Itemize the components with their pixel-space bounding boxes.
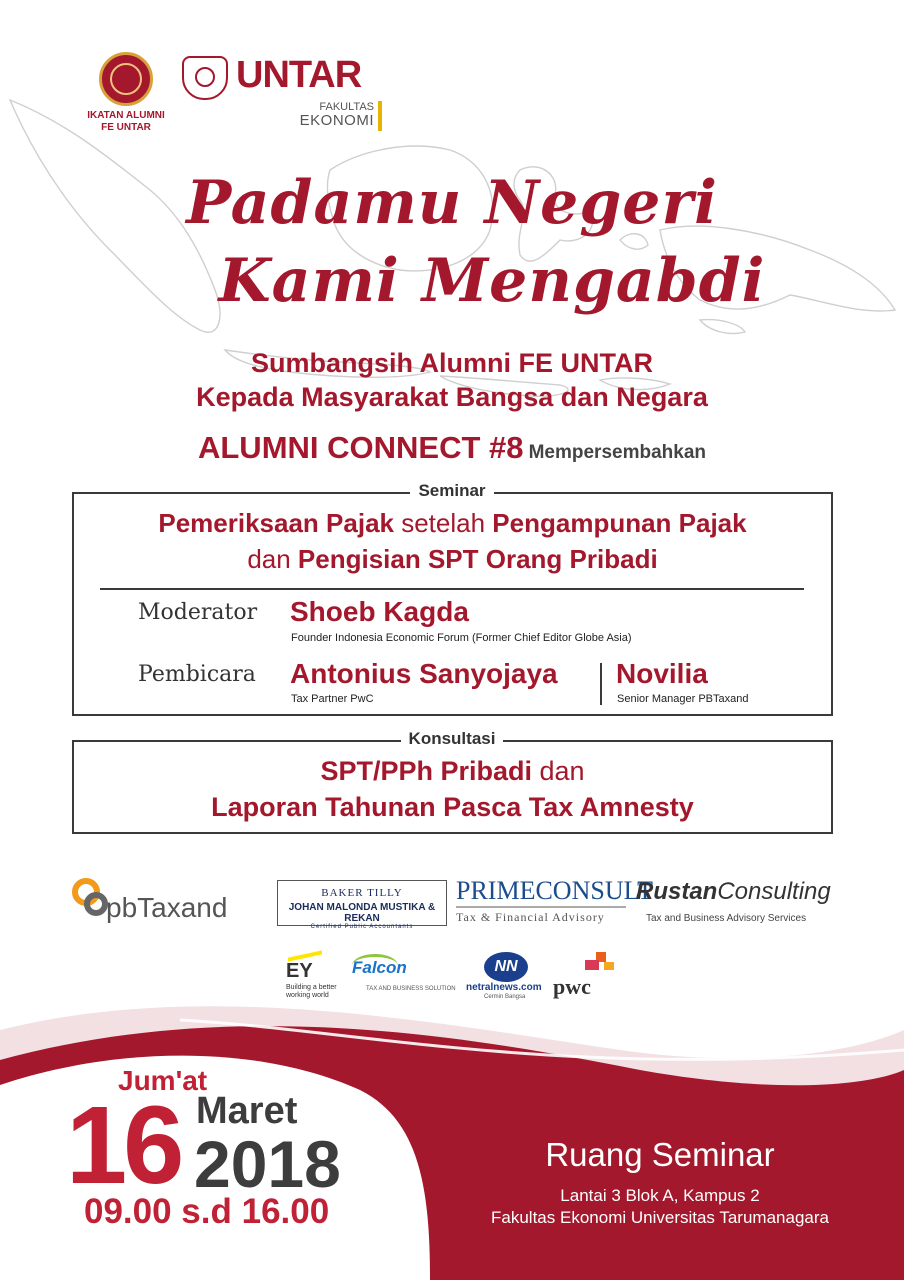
ey-tagline-1: Building a better [286, 984, 337, 991]
seminar-title-line-1 [72, 508, 833, 539]
faculty-accent-bar [378, 101, 382, 131]
rustan-logo [636, 878, 831, 906]
pbtaxand-logo: pbTaxand [106, 892, 228, 923]
consultation-plain: dan [531, 756, 585, 786]
ey-tagline-2: working world [286, 992, 329, 999]
event-time: 09.00 s.d 16.00 [84, 1192, 330, 1231]
ey-logo: EY [286, 960, 313, 982]
speaker-2-desc: Senior Manager PBTaxand [617, 693, 749, 705]
consultation-line-2: Laporan Tahunan Pasca Tax Amnesty [211, 792, 694, 822]
consultation-line-1 [72, 756, 833, 787]
title-line-1: Padamu Negeri [186, 168, 718, 238]
pwc-block-icon-3 [604, 962, 614, 970]
venue-detail-2: Fakultas Ekonomi Universitas Tarumanagara [491, 1208, 829, 1227]
seminar-title-bold-3: Pengisian SPT Orang Pribadi [297, 544, 658, 574]
pbtaxand-ring-icon-2 [84, 892, 108, 916]
alumni-logo-text-2: FE UNTAR [101, 122, 151, 133]
rustan-rest: Consulting [717, 878, 831, 905]
primeconsult-rule [456, 906, 626, 908]
subtitle-line-1: Sumbangsih Alumni FE UNTAR [251, 348, 653, 378]
primeconsult-logo: PRIMECONSULT [456, 876, 653, 905]
venue-name: Ruang Seminar [545, 1136, 775, 1173]
ekonomi-text: EKONOMI [299, 112, 374, 129]
untar-wordmark: UNTAR [236, 54, 362, 96]
speaker-2-name: Novilia [616, 658, 708, 689]
venue-detail-1: Lantai 3 Blok A, Kampus 2 [560, 1186, 760, 1205]
seminar-label: Seminar [410, 481, 493, 500]
fakultas-text: FAKULTAS [319, 101, 374, 113]
consultation-bold: SPT/PPh Pribadi [320, 756, 532, 786]
event-month: Maret [196, 1090, 298, 1132]
falcon-sub: TAX AND BUSINESS SOLUTION [366, 986, 456, 992]
baker-tilly-sub: Certified Public Accountants [310, 924, 414, 930]
seminar-divider [100, 588, 804, 590]
faculty-label [290, 101, 374, 127]
consultation-label-wrap [0, 729, 904, 749]
netralnews-logo: netralnews.com [466, 982, 542, 993]
title-line-2: Kami Mengabdi [218, 246, 766, 316]
alumni-emblem-icon [99, 52, 153, 106]
baker-tilly-firm: JOHAN MALONDA MUSTIKA & REKAN [288, 902, 436, 924]
speaker-1-desc: Tax Partner PwC [291, 693, 374, 705]
untar-shield-icon [182, 56, 228, 100]
presents-text: Mempersembahkan [528, 442, 706, 463]
baker-tilly-logo [277, 880, 447, 930]
seminar-title-bold-1: Pemeriksaan Pajak [158, 508, 394, 538]
subtitle-line-2: Kepada Masyarakat Bangsa dan Negara [196, 382, 708, 412]
rustan-sub: Tax and Business Advisory Services [646, 913, 807, 924]
seminar-title-bold-2: Pengampunan Pajak [492, 508, 747, 538]
speaker-role: Pembicara [138, 662, 256, 687]
netralnews-sub: Cermin Bangsa [484, 994, 526, 1000]
netralnews-mark-icon: NN [484, 952, 528, 982]
pwc-logo: pwc [553, 974, 591, 999]
seminar-title-plain-1: setelah [394, 508, 493, 538]
pwc-block-icon-2 [585, 960, 599, 970]
falcon-logo: Falcon [352, 958, 407, 977]
rustan-bold: Rustan [636, 878, 718, 905]
seminar-title-line-2 [72, 544, 833, 575]
event-day: 16 [66, 1084, 181, 1207]
speaker-1-name: Antonius Sanyojaya [290, 658, 558, 689]
event-name: ALUMNI CONNECT #8 [197, 430, 524, 465]
moderator-desc: Founder Indonesia Economic Forum (Former Chief Editor Globe Asia) [291, 632, 632, 644]
baker-tilly-name: BAKER TILLY [321, 887, 403, 899]
seminar-title-plain-2: dan [247, 544, 298, 574]
moderator-name: Shoeb Kagda [290, 596, 469, 627]
seminar-label-wrap [0, 481, 904, 501]
primeconsult-sub: Tax & Financial Advisory [456, 910, 605, 924]
consultation-label: Konsultasi [401, 729, 504, 748]
event-heading [0, 430, 904, 466]
ikatan-alumni-logo [84, 52, 168, 134]
event-year: 2018 [194, 1127, 341, 1201]
event-day-name: Jum'at [118, 1065, 208, 1096]
moderator-role: Moderator [138, 600, 258, 625]
alumni-logo-text-1: IKATAN ALUMNI [87, 110, 165, 121]
speaker-separator [600, 663, 602, 705]
